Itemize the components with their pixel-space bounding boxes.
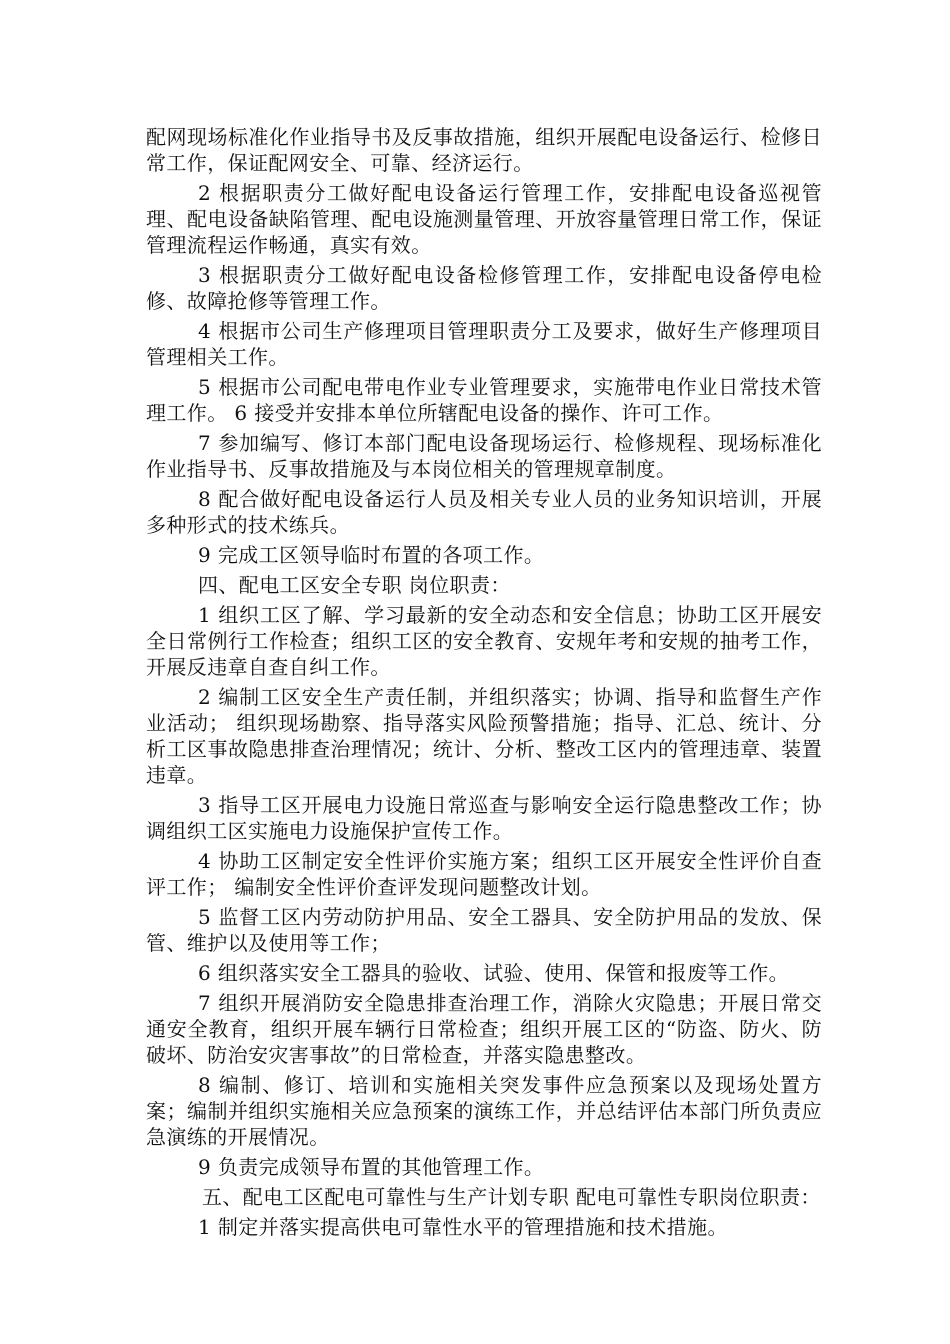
- paragraph-item: 8 配合做好配电设备运行人员及相关专业人员的业务知识培训，开展多种形式的技术练兵。: [146, 487, 822, 537]
- paragraph-item: 3 指导工区开展电力设施日常巡查与影响安全运行隐患整改工作；协调组织工区实施电力设施保护宣传工作。: [146, 793, 822, 843]
- paragraph-continuation: 配网现场标准化作业指导书及反事故措施，组织开展配电设备运行、检修日常工作，保证配网安全、可靠、经济运行。: [146, 125, 822, 175]
- paragraph-item: 3 根据职责分工做好配电设备检修管理工作，安排配电设备停电检修、故障抢修等管理工作。: [146, 263, 822, 313]
- paragraph-item: 6 组织落实安全工器具的验收、试验、使用、保管和报废等工作。: [198, 961, 790, 985]
- paragraph-item: 1 组织工区了解、学习最新的安全动态和安全信息；协助工区开展安全日常例行工作检查；组织工区的安全教育、安规年考和安规的抽考工作，开展反违章自查自纠工作。: [146, 603, 822, 679]
- paragraph-item: 2 编制工区安全生产责任制，并组织落实；协调、指导和监督生产作业活动； 组织现场勘察、指导落实风险预警措施；指导、汇总、统计、分析工区事故隐患排查治理情况；统计、分析、整改工区内的管理违章、装置违章。: [146, 685, 822, 787]
- paragraph-item: 9 完成工区领导临时布置的各项工作。: [198, 543, 545, 567]
- paragraph-item: 4 协助工区制定安全性评价实施方案；组织工区开展安全性评价自查评工作； 编制安全性评价查评发现问题整改计划。: [146, 849, 822, 899]
- paragraph-item: 5 根据市公司配电带电作业专业管理要求，实施带电作业日常技术管理工作。 6 接受并安排本单位所辖配电设备的操作、许可工作。: [146, 375, 822, 425]
- paragraph-item: 8 编制、修订、培训和实施相关突发事件应急预案以及现场处置方案；编制并组织实施相关应急预案的演练工作，并总结评估本部门所负责应急演练的开展情况。: [146, 1073, 822, 1149]
- paragraph-item: 7 参加编写、修订本部门配电设备现场运行、检修规程、现场标准化作业指导书、反事故措施及与本岗位相关的管理规章制度。: [146, 431, 822, 481]
- paragraph-item: 9 负责完成领导布置的其他管理工作。: [198, 1155, 545, 1179]
- section-heading: 五、配电工区配电可靠性与生产计划专职 配电可靠性专职岗位职责：: [202, 1185, 821, 1209]
- document-body: [146, 124, 822, 1244]
- section-heading: 四、配电工区安全专职 岗位职责：: [198, 573, 511, 597]
- paragraph-item: 2 根据职责分工做好配电设备运行管理工作，安排配电设备巡视管理、配电设备缺陷管理、配电设施测量管理、开放容量管理日常工作，保证管理流程运作畅通，真实有效。: [146, 181, 822, 257]
- paragraph-item: 5 监督工区内劳动防护用品、安全工器具、安全防护用品的发放、保管、维护以及使用等工作；: [146, 905, 822, 955]
- paragraph-item: 7 组织开展消防安全隐患排查治理工作，消除火灾隐患；开展日常交通安全教育，组织开展车辆行日常检查；组织开展工区的“防盗、防火、防破坏、防治安灾害事故”的日常检查，并落实隐患整改。: [146, 991, 822, 1067]
- paragraph-item: 4 根据市公司生产修理项目管理职责分工及要求，做好生产修理项目管理相关工作。: [146, 319, 822, 369]
- paragraph-item: 1 制定并落实提高供电可靠性水平的管理措施和技术措施。: [198, 1215, 728, 1239]
